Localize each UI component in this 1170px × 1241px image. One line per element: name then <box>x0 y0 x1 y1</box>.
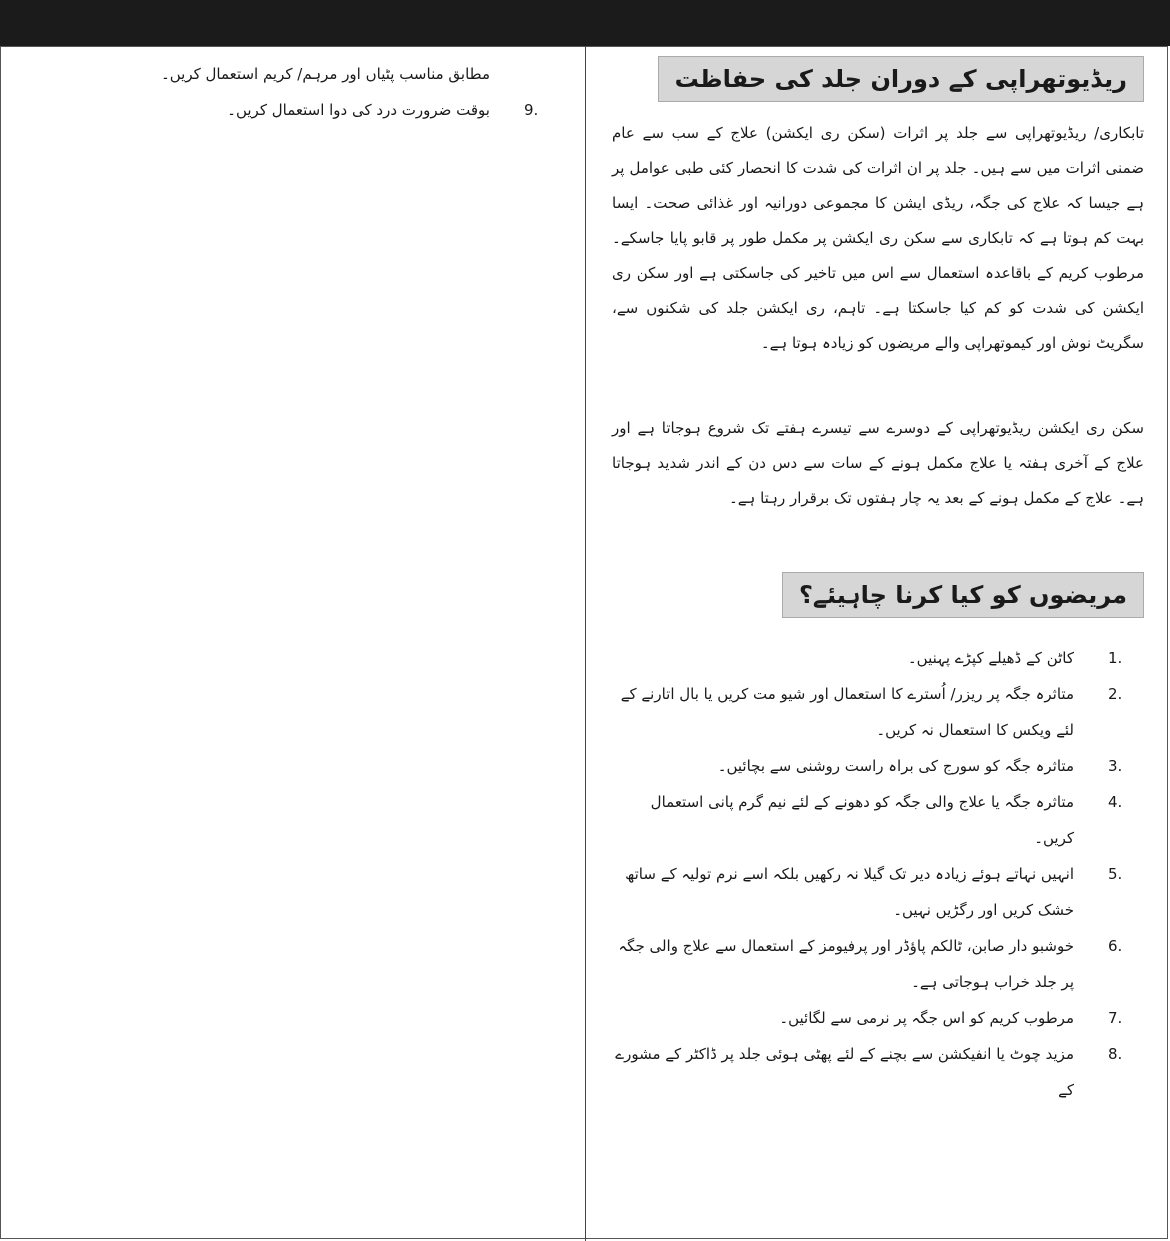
advice-list <box>612 640 1144 1108</box>
list-item <box>612 856 1144 928</box>
item-number: 5. <box>1108 865 1123 883</box>
item-text: انہیں نہاتے ہوئے زیادہ دیر تک گیلا نہ رکھیں بلکہ اسے نرم تولیہ کے ساتھ خشک کریں اور رگڑیں نہیں۔ <box>625 865 1074 919</box>
item-number: 7. <box>1108 1009 1123 1027</box>
item-number: 9. <box>524 101 539 119</box>
list-item <box>612 640 1144 676</box>
item-text: مطابق مناسب پٹیاں اور مرہم/ کریم استعمال کریں۔ <box>160 65 490 83</box>
list-item <box>612 676 1144 748</box>
item-text: بوقت ضرورت درد کی دوا استعمال کریں۔ <box>227 101 490 119</box>
item-text: کاٹن کے ڈھیلے کپڑے پہنیں۔ <box>907 649 1074 667</box>
list-item <box>612 1036 1144 1108</box>
section-heading-patient-advice: مریضوں کو کیا کرنا چاہیئے؟ <box>782 572 1144 618</box>
item-number: 4. <box>1108 793 1123 811</box>
continuation-list <box>30 56 560 128</box>
list-item-continuation <box>30 56 560 92</box>
onset-paragraph: سکن ری ایکشن ریڈیوتھراپی کے دوسرے سے تیسرے ہفتے تک شروع ہوجاتا ہے اور علاج کے آخری ہفتہ یا علاج مکمل ہونے کے سات سے دس دن کے اندر شدید ہوجاتا ہے۔ علاج کے مکمل ہونے کے بعد یہ چار ہفتوں تک برقرار رہتا ہے۔ <box>612 419 1144 507</box>
item-number: 2. <box>1108 685 1123 703</box>
item-number: 3. <box>1108 757 1123 775</box>
item-text: متاثرہ جگہ کو سورج کی براہ راست روشنی سے بچائیں۔ <box>717 757 1074 775</box>
list-item <box>612 784 1144 856</box>
list-item <box>30 92 560 128</box>
list-item <box>612 1000 1144 1036</box>
item-number: 6. <box>1108 937 1123 955</box>
column-divider <box>585 46 586 1241</box>
list-item <box>612 928 1144 1000</box>
section-heading-skin-protection: ریڈیوتھراپی کے دوران جلد کی حفاظت <box>658 56 1144 102</box>
item-text: متاثرہ جگہ یا علاج والی جگہ کو دھونے کے لئے نیم گرم پانی استعمال کریں۔ <box>650 793 1074 847</box>
left-column <box>30 56 560 128</box>
item-number: 8. <box>1108 1045 1123 1063</box>
item-text: متاثرہ جگہ پر ریزر/ اُسترے کا استعمال اور شیو مت کریں یا بال اتارنے کے لئے ویکس کا استعمال نہ کریں۔ <box>620 685 1074 739</box>
item-text: مرطوب کریم کو اس جگہ پر نرمی سے لگائیں۔ <box>779 1009 1074 1027</box>
item-text: مزید چوٹ یا انفیکشن سے بچنے کے لئے پھٹی ہوئی جلد پر ڈاکٹر کے مشورے کے <box>615 1045 1074 1099</box>
intro-paragraph: تابکاری/ ریڈیوتھراپی سے جلد پر اثرات (سکن ری ایکشن) علاج کے سب سے عام ضمنی اثرات میں سے ہیں۔ جلد پر ان اثرات کی شدت کا انحصار کئی طبی عوامل پر ہے جیسا کہ علاج کی جگہ، ریڈی ایشن کا مجموعی دورانیہ اور غذائی صحت۔ ایسا بہت کم ہوتا ہے کہ تابکاری سے سکن ری ایکشن پر مکمل طور پر قابو پایا جاسکے۔ مرطوب کریم کے باقاعدہ استعمال سے اس میں تاخیر کی جاسکتی ہے اور سکن ری ایکشن کی شدت کو کم کیا جاسکتا ہے۔ تاہم، ری ایکشن جلد کی شکنوں سے، سگریٹ نوش اور کیموتھراپی والے مریضوں کو زیادہ ہوتا ہے۔ <box>612 124 1144 352</box>
item-text: خوشبو دار صابن، ٹالکم پاؤڈر اور پرفیومز کے استعمال سے علاج والی جگہ پر جلد خراب ہوجاتی ہے۔ <box>618 937 1074 991</box>
right-column <box>612 56 1144 1108</box>
list-item <box>612 748 1144 784</box>
item-number: 1. <box>1108 649 1123 667</box>
top-bar <box>0 0 1170 46</box>
